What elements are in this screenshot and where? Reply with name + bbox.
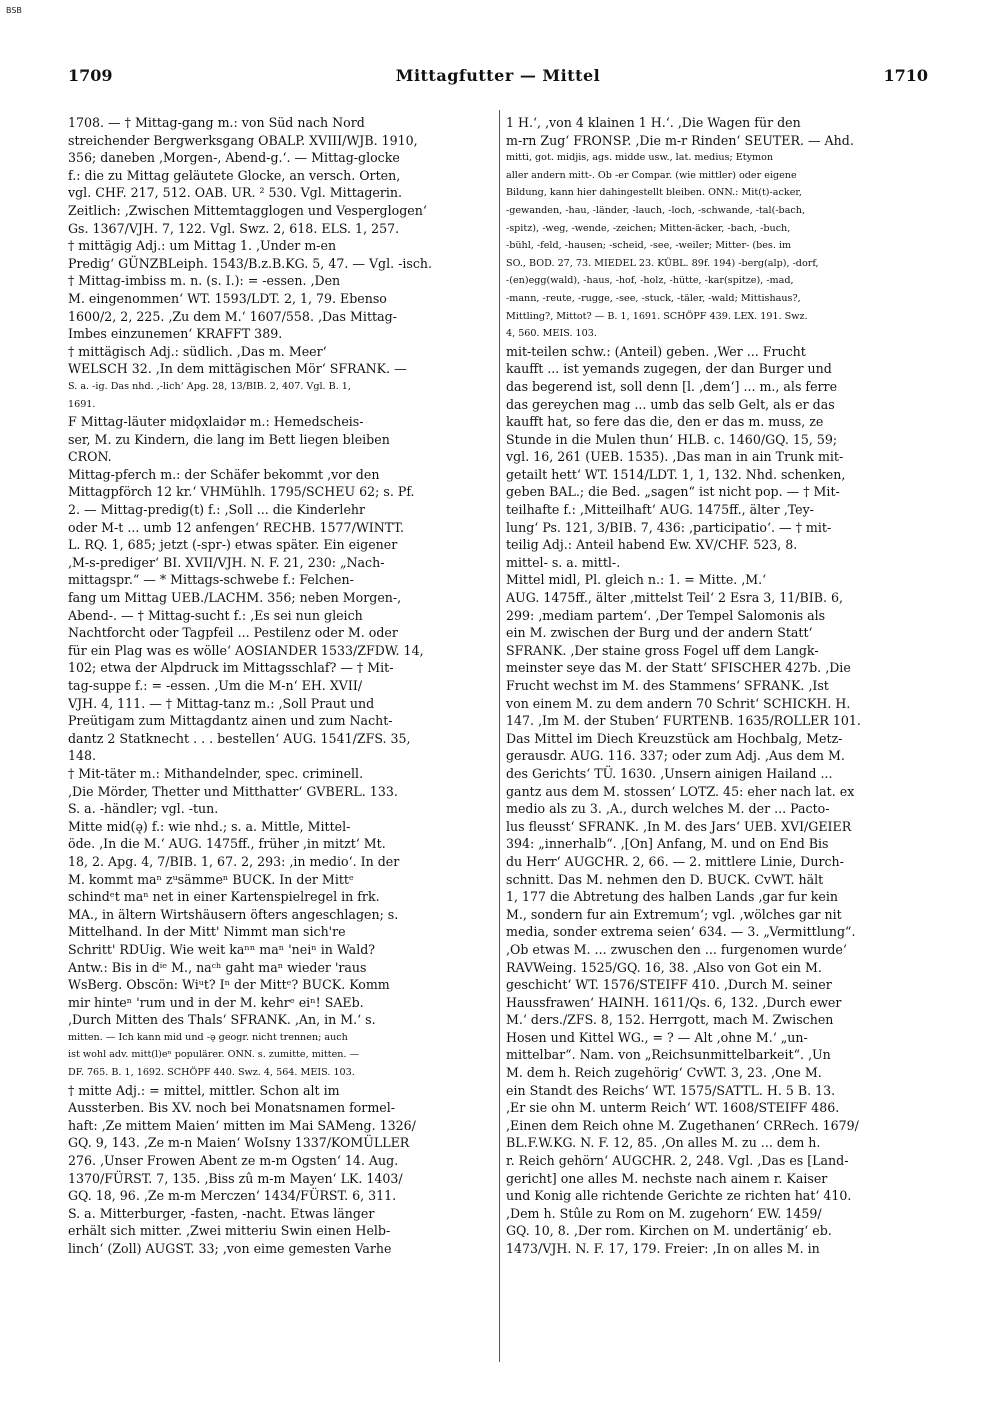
text-line: MA., in ältern Wirtshäusern öfters angeschlagen; s. bbox=[68, 906, 399, 922]
text-line: Imbes einzunemen‘ KRAFFT 389. bbox=[68, 326, 283, 342]
text-line: 4, 560. MEIS. 103. bbox=[506, 328, 597, 340]
text-line: 1473/VJH. N. F. 17, 179. Freier: ‚In on alles M. in bbox=[506, 1241, 820, 1256]
text-line: gericht] one alles M. nechste nach ainem r. Kaiser bbox=[506, 1170, 828, 1186]
text-line: geben BAL.; die Bed. „sagen“ ist nicht pop. — † Mit- bbox=[506, 484, 840, 500]
text-line: erhält sich mitter. ‚Zwei mitteriu Swin einen Helb- bbox=[68, 1223, 391, 1239]
text-line: vgl. 16, 261 (UEB. 1535). ‚Das man in ain Trunk mit- bbox=[506, 449, 844, 465]
text-line: † mitte Adj.: = mittel, mittler. Schon alt im bbox=[68, 1082, 340, 1098]
text-line: 147. ‚Im M. der Stuben‘ FURTENB. 1635/ROLLER 101. bbox=[506, 713, 861, 729]
text-line: gerausdr. AUG. 116. 337; oder zum Adj. ‚Aus dem M. bbox=[506, 748, 845, 764]
text-line: lung‘ Ps. 121, 3/BIB. 7, 436: ‚participatio‘. — † mit- bbox=[506, 519, 832, 535]
text-line: F Mittag-läuter midǫxlaidər m.: Hemedscheis- bbox=[68, 414, 364, 430]
right-column bbox=[506, 114, 931, 1258]
text-line: 1600/2, 2, 225. ‚Zu dem M.‘ 1607/558. ‚Das Mittag- bbox=[68, 308, 397, 324]
text-line: M. eingenommen‘ WT. 1593/LDT. 2, 1, 79. Ebenso bbox=[68, 290, 387, 306]
text-line: † Mit-täter m.: Mithandelnder, spec. criminell. bbox=[68, 765, 364, 781]
text-line: ‚Einen dem Reich ohne M. Zugethanen‘ CRRech. 1679/ bbox=[506, 1117, 859, 1133]
text-line: mittagspr.“ — * Mittags-schwebe f.: Felchen- bbox=[68, 572, 354, 588]
page-title: Mittagfutter — Mittel bbox=[395, 66, 601, 85]
text-line: von einem M. zu dem andern 70 Schrit‘ SCHICKH. H. bbox=[506, 695, 851, 711]
text-line: RAVWeing. 1525/GQ. 16, 38. ‚Also von Got ein M. bbox=[506, 959, 822, 975]
text-line: -bühl, -feld, -hausen; -scheid, -see, -weiler; Mitter- (bes. im bbox=[506, 240, 792, 252]
text-line: SO., BOD. 27, 73. MIEDEL 23. KÜBL. 89f. 194) -berg(alp), -dorf, bbox=[506, 257, 819, 269]
text-line: WsBerg. Obscön: Wiᵘt? Iⁿ der Mittᵉ? BUCK. Komm bbox=[68, 977, 390, 993]
text-line: streichender Bergwerksgang OBALP. XVIII/WJB. 1910, bbox=[68, 132, 418, 148]
text-line: 1 H.‘, ‚von 4 klainen 1 H.‘. ‚Die Wagen für den bbox=[506, 115, 801, 130]
text-line: 356; daneben ‚Morgen-, Abend-g.‘. — Mittag-glocke bbox=[68, 150, 400, 166]
text-line: S. a. Mitterburger, -fasten, -nacht. Etwas länger bbox=[68, 1205, 375, 1221]
text-line: r. Reich gehörn‘ AUGCHR. 2, 248. Vgl. ‚Das es [Land- bbox=[506, 1153, 849, 1169]
text-line: schindᵉt maⁿ net in einer Kartenspielregel in frk. bbox=[68, 889, 380, 905]
text-line: teilhafte f.: ‚Mitteilhaft‘ AUG. 1475ff., älter ‚Tey- bbox=[506, 502, 814, 518]
text-line: VJH. 4, 111. — † Mittag-tanz m.: ‚Soll Praut und bbox=[68, 695, 375, 711]
text-line: Das Mittel im Diech Kreuzstück am Hochbalg, Metz- bbox=[506, 730, 843, 746]
text-line: † mittägig Adj.: um Mittag 1. ‚Under m-en bbox=[68, 238, 337, 254]
page-header bbox=[68, 66, 928, 92]
text-line: DF. 765. B. 1, 1692. SCHÖPF 440. Swz. 4, 564. MEIS. 103. bbox=[68, 1067, 355, 1079]
text-line: lus fleusst‘ SFRANK. ‚In M. des Jars‘ UEB. XVI/GEIER bbox=[506, 818, 852, 834]
text-line: Bildung, kann hier dahingestellt bleiben. ONN.: Mit(t)-acker, bbox=[506, 187, 802, 199]
text-line: Stunde in die Mulen thun‘ HLB. c. 1460/GQ. 15, 59; bbox=[506, 431, 838, 447]
text-line: tag-suppe f.: = -essen. ‚Um die M-n‘ EH. XVII/ bbox=[68, 678, 363, 693]
text-line: 102; etwa der Alpdruck im Mittagsschlaf? — † Mit- bbox=[68, 660, 394, 676]
text-line: ist wohl adv. mitt(l)eⁿ populärer. ONN. s. zumitte, mitten. — bbox=[68, 1049, 360, 1061]
text-line: Haussfrawen‘ HAINH. 1611/Qs. 6, 132. ‚Durch ewer bbox=[506, 994, 842, 1010]
text-line: öde. ‚In die M.‘ AUG. 1475ff., früher ‚in mitzt‘ Mt. bbox=[68, 836, 386, 852]
text-line: Abend-. — † Mittag-sucht f.: ‚Es sei nun gleich bbox=[68, 607, 363, 623]
page-number-right: 1710 bbox=[883, 66, 928, 85]
text-line: ein M. zwischen der Burg und der andern Statt‘ bbox=[506, 625, 813, 641]
text-line: Gs. 1367/VJH. 7, 122. Vgl. Swz. 2, 618. ELS. 1, 257. bbox=[68, 220, 400, 236]
text-line: M. kommt maⁿ zᵘsämmeⁿ BUCK. In der Mittᵉ bbox=[68, 871, 354, 887]
text-line: L. RQ. 1, 685; jetzt (-spr-) etwas später. Ein eigener bbox=[68, 537, 398, 553]
text-line: Mitte mid(ə̨) f.: wie nhd.; s. a. Mittle, Mittel- bbox=[68, 818, 351, 834]
text-line: linch‘ (Zoll) AUGST. 33; ‚von eime gemesten Varhe bbox=[68, 1241, 392, 1256]
page-number-left: 1709 bbox=[68, 66, 113, 85]
text-line: M., sondern fur ain Extremum‘; vgl. ‚wölches gar nit bbox=[506, 906, 842, 922]
text-line: ‚Ob etwas M. ... zwuschen den ... furgenomen wurde‘ bbox=[506, 941, 847, 957]
text-line: ser, M. zu Kindern, die lang im Bett liegen bleiben bbox=[68, 431, 390, 447]
text-line: 276. ‚Unser Frowen Abent ze m-m Ogsten‘ 14. Aug. bbox=[68, 1153, 399, 1169]
text-line: kaufft hat, so fere das die, den er das m. muss, ze bbox=[506, 414, 824, 430]
text-line: GQ. 9, 143. ‚Ze m-n Maien‘ WoIsny 1337/KOMÜLLER bbox=[68, 1135, 410, 1151]
text-line: Nachtforcht oder Tagpfeil ... Pestilenz oder M. oder bbox=[68, 625, 398, 641]
text-line: CRON. bbox=[68, 449, 112, 465]
text-line: kaufft ... ist yemands zugegen, der dan Burger und bbox=[506, 361, 832, 377]
text-line: geschicht‘ WT. 1576/STEIFF 410. ‚Durch M. seiner bbox=[506, 977, 832, 993]
text-line: mittelbar“. Nam. von „Reichsunmittelbarkeit“. ‚Un bbox=[506, 1047, 831, 1063]
text-line: GQ. 18, 96. ‚Ze m-m Merczen‘ 1434/FÜRST. 6, 311. bbox=[68, 1188, 397, 1204]
text-line: mittel- s. a. mittl-. bbox=[506, 554, 621, 570]
left-column bbox=[68, 114, 493, 1258]
text-line: oder M-t ... umb 12 anfengen‘ RECHB. 1577/WINTT. bbox=[68, 519, 404, 535]
text-line: BL.F.W.KG. N. F. 12, 85. ‚On alles M. zu ... dem h. bbox=[506, 1135, 821, 1151]
text-line: ‚Die Mörder, Thetter und Mitthatter‘ GVBERL. 133. bbox=[68, 783, 398, 799]
text-line: -gewanden, -hau, -länder, -lauch, -loch, -schwande, -tal(-bach, bbox=[506, 204, 806, 216]
text-line: WELSCH 32. ‚In dem mittägischen Mör‘ SFRANK. — bbox=[68, 361, 407, 377]
text-line: AUG. 1475ff., älter ‚mittelst Teil‘ 2 Esra 3, 11/BIB. 6, bbox=[506, 590, 843, 606]
text-line: Frucht wechst im M. des Stammens‘ SFRANK. ‚Ist bbox=[506, 678, 829, 693]
text-line: 148. bbox=[68, 748, 97, 764]
text-line: gantz aus dem M. stossen‘ LOTZ. 45: eher nach lat. ex bbox=[506, 783, 855, 799]
text-line: 1370/FÜRST. 7, 135. ‚Biss zû m-m Mayen‘ LK. 1403/ bbox=[68, 1170, 403, 1186]
text-line: mitti, got. midjis, ags. midde usw., lat. medius; Etymon bbox=[506, 152, 774, 164]
text-line: schnitt. Das M. nehmen den D. BUCK. CvWT. hält bbox=[506, 871, 824, 887]
text-line: fang um Mittag UEB./LACHM. 356; neben Morgen-, bbox=[68, 590, 402, 606]
text-line: 299: ‚mediam partem‘. ‚Der Tempel Salomonis als bbox=[506, 607, 826, 623]
text-line: ‚M-s-prediger‘ BI. XVII/VJH. N. F. 21, 230: „Nach- bbox=[68, 554, 385, 570]
text-line: S. a. -händler; vgl. -tun. bbox=[68, 801, 219, 817]
library-stamp: BSB bbox=[6, 6, 22, 15]
text-line: Preütigam zum Mittagdantz ainen und zum Nacht- bbox=[68, 713, 393, 729]
text-line: 2. — Mittag-predig(t) f.: ‚Soll ... die Kinderlehr bbox=[68, 502, 366, 518]
text-line: dantz 2 Statknecht . . . bestellen‘ AUG. 1541/ZFS. 35, bbox=[68, 730, 411, 746]
text-line: 1691. bbox=[68, 398, 96, 410]
text-line: aller andern mitt-. Ob -er Compar. (wie mittler) oder eigene bbox=[506, 169, 797, 181]
text-line: du Herr‘ AUGCHR. 2, 66. — 2. mittlere Linie, Durch- bbox=[506, 853, 844, 869]
text-line: M.‘ ders./ZFS. 8, 152. Herrgott, mach M. Zwischen bbox=[506, 1012, 834, 1028]
text-line: das begerend ist, soll denn [l. ‚dem‘] ... m., als ferre bbox=[506, 378, 838, 394]
text-line: meinster seye das M. der Statt‘ SFISCHER 427b. ‚Die bbox=[506, 660, 851, 676]
text-line: M. dem h. Reich zugehörig‘ CvWT. 3, 23. ‚One M. bbox=[506, 1065, 822, 1081]
text-line: Aussterben. Bis XV. noch bei Monatsnamen formel- bbox=[68, 1100, 396, 1116]
text-line: 394: „innerhalb“. ‚[On] Anfang, M. und on End Bis bbox=[506, 836, 829, 852]
text-line: 1708. — † Mittag-gang m.: von Süd nach Nord bbox=[68, 115, 365, 130]
text-line: † mittägisch Adj.: südlich. ‚Das m. Meer‘ bbox=[68, 343, 327, 359]
text-line: Mittling?, Mittot? — B. 1, 1691. SCHÖPF 439. LEX. 191. Swz. bbox=[506, 310, 808, 322]
text-line: Mittag-pferch m.: der Schäfer bekommt ‚vor den bbox=[68, 466, 380, 482]
text-line: S. a. -ig. Das nhd. ‚-lich‘ Apg. 28, 13/BIB. 2, 407. Vgl. B. 1, bbox=[68, 380, 351, 392]
text-line: SFRANK. ‚Der staine gross Fogel uff dem Langk- bbox=[506, 642, 819, 658]
text-line: Mittelhand. In der Mitt' Nimmt man sich're bbox=[68, 924, 346, 940]
text-line: teilig Adj.: Anteil habend Ew. XV/CHF. 523, 8. bbox=[506, 537, 798, 553]
text-line: ‚Durch Mitten des Thals‘ SFRANK. ‚An, in M.‘ s. bbox=[68, 1012, 376, 1028]
text-line: Predig‘ GÜNZBLeiph. 1543/B.z.B.KG. 5, 47. — Vgl. -isch. bbox=[68, 255, 433, 271]
text-line: vgl. CHF. 217, 512. OAB. UR. ² 530. Vgl. Mittagerin. bbox=[68, 185, 402, 201]
text-line: † Mittag-imbiss m. n. (s. I.): = -essen. ‚Den bbox=[68, 273, 341, 289]
text-line: Mittel midl, Pl. gleich n.: 1. = Mitte. ‚M.‘ bbox=[506, 572, 767, 588]
text-line: media, sonder extrema seien‘ 634. — 3. „Vermittlung“. bbox=[506, 924, 856, 940]
text-line: -mann, -reute, -rugge, -see, -stuck, -täler, -wald; Mittishaus?, bbox=[506, 292, 801, 304]
text-line: Mittagpförch 12 kr.‘ VHMühlh. 1795/SCHEU 62; s. Pf. bbox=[68, 484, 415, 500]
text-line: m-rn Zug‘ FRONSP. ‚Die m-r Rinden‘ SEUTER. — Ahd. bbox=[506, 132, 854, 148]
text-line: Hosen und Kittel WG., = ? — Alt ‚ohne M.‘ „un- bbox=[506, 1029, 808, 1045]
text-line: ein Standt des Reichs‘ WT. 1575/SATTL. H. 5 B. 13. bbox=[506, 1082, 836, 1098]
text-line: Antw.: Bis in dⁱᵉ M., naᶜʰ gaht maⁿ wieder 'raus bbox=[68, 959, 367, 975]
column-divider bbox=[499, 110, 500, 1362]
text-line: ‚Dem h. Stûle zu Rom on M. zugehorn‘ EW. 1459/ bbox=[506, 1205, 822, 1221]
text-line: 18, 2. Apg. 4, 7/BIB. 1, 67. 2, 293: ‚in medio‘. In der bbox=[68, 853, 400, 869]
text-line: ‚Er sie ohn M. unterm Reich‘ WT. 1608/STEIFF 486. bbox=[506, 1100, 840, 1116]
text-line: mir hinteⁿ 'rum und in der M. kehrᵉ eiⁿ! SAEb. bbox=[68, 994, 364, 1010]
text-line: -spitz), -weg, -wende, -zeichen; Mitten-äcker, -bach, -buch, bbox=[506, 222, 791, 234]
text-line: mit-teilen schw.: (Anteil) geben. ‚Wer ... Frucht bbox=[506, 343, 806, 359]
text-line: für ein Plag was es wölle‘ AOSIANDER 1533/ZFDW. 14, bbox=[68, 642, 424, 658]
text-line: GQ. 10, 8. ‚Der rom. Kirchen on M. undertänig‘ eb. bbox=[506, 1223, 832, 1239]
text-line: mitten. — Ich kann mid und -ə̨ geogr. nicht trennen; auch bbox=[68, 1031, 348, 1043]
text-line: getailt hett‘ WT. 1514/LDT. 1, 1, 132. Nhd. schenken, bbox=[506, 466, 846, 482]
text-line: -(en)egg(wald), -haus, -hof, -holz, -hütte, -kar(spitze), -mad, bbox=[506, 275, 794, 287]
text-line: das gereychen mag ... umb das selb Gelt, als er das bbox=[506, 396, 835, 412]
text-line: Schritt' RDUig. Wie weit kaⁿⁿ maⁿ 'neiⁿ in Wald? bbox=[68, 941, 376, 957]
text-line: und Konig alle richtende Gerichte ze richten hat‘ 410. bbox=[506, 1188, 852, 1204]
text-line: Zeitlich: ‚Zwischen Mittemtagglogen und Vesperglogen‘ bbox=[68, 202, 427, 218]
text-line: f.: die zu Mittag geläutete Glocke, an versch. Orten, bbox=[68, 167, 401, 183]
text-line: haft: ‚Ze mittem Maien‘ mitten im Mai SAMeng. 1326/ bbox=[68, 1117, 416, 1133]
text-line: medio als zu 3. ‚A., durch welches M. der ... Pacto- bbox=[506, 801, 830, 817]
text-line: des Gerichts‘ TÜ. 1630. ‚Unsern ainigen Hailand ... bbox=[506, 765, 833, 781]
text-line: 1, 177 die Abtretung des halben Lands ‚gar fur kein bbox=[506, 889, 839, 905]
